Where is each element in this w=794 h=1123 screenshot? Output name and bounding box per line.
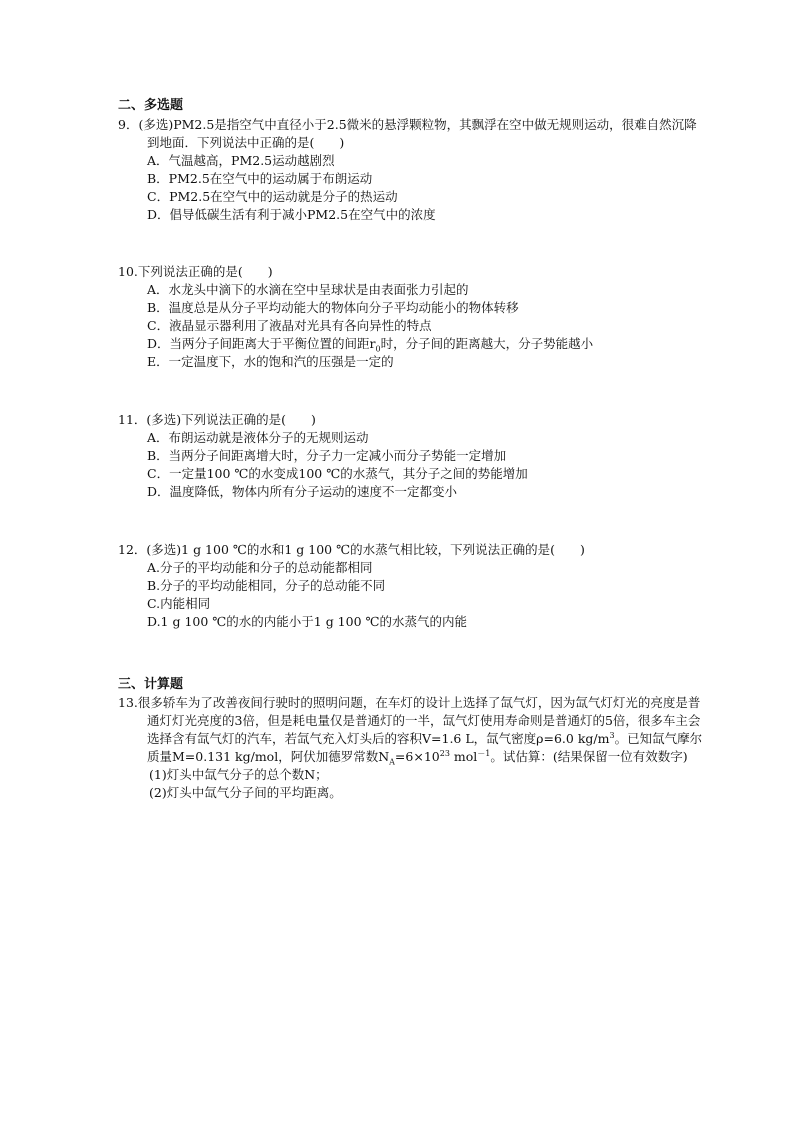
option-b: B．当两分子间距离增大时，分子力一定减小而分子势能一定增加 <box>147 448 507 463</box>
option-c: C．液晶显示器利用了液晶对光具有各向异性的特点 <box>147 318 432 333</box>
question-11 <box>118 411 703 501</box>
option-c: C．一定量100 ℃的水变成100 ℃的水蒸气，其分子之间的势能增加 <box>147 466 528 481</box>
question-stem: 11．(多选)下列说法正确的是( ) <box>118 412 316 427</box>
section-title-multiple-choice: 二、多选题 <box>118 98 184 113</box>
option-d: D．温度降低，物体内所有分子运动的速度不一定都变小 <box>147 484 458 499</box>
section-title-calculation: 三、计算题 <box>118 677 184 692</box>
option-d: D．倡导低碳生活有利于减小PM2.5在空气中的浓度 <box>147 207 436 222</box>
question-13 <box>118 694 703 802</box>
question-stem: 13.很多轿车为了改善夜间行驶时的照明问题，在车灯的设计上选择了氙气灯，因为氙气灯灯光的亮度是普通灯灯光亮度的3倍，但是耗电量仅是普通灯的一半，氙气灯使用寿命则是普通灯的5倍，很多车主会选择含有氙气灯的汽车，若氙气充入灯头后的容积V=1.6 L，氙气密度ρ=6.0 $kg/m^3$。已知氙气摩尔质量M=0.131 kg/mol，阿伏加德罗常数$N_A=6\times 10^{23}$ mol$^{-1}$。试估算：(结果保留一位有效数字) <box>118 695 703 767</box>
option-c: C．PM2.5在空气中的运动就是分子的热运动 <box>147 189 398 204</box>
option-a: A．气温越高，PM2.5运动越剧烈 <box>147 153 335 168</box>
option-a: A.分子的平均动能和分子的总动能都相同 <box>147 560 373 575</box>
sub-question-1: (1)灯头中氙气分子的总个数N； <box>149 767 328 782</box>
option-d: D.1 g 100 ℃的水的内能小于1 g 100 ℃的水蒸气的内能 <box>147 614 467 629</box>
question-9 <box>118 116 703 224</box>
sub-question-2: (2)灯头中氙气分子间的平均距离。 <box>149 785 342 800</box>
option-b: B．PM2.5在空气中的运动属于布朗运动 <box>147 171 373 186</box>
option-e: E．一定温度下，水的饱和汽的压强是一定的 <box>147 354 394 369</box>
option-c: C.内能相同 <box>147 596 211 611</box>
option-a: A．水龙头中滴下的水滴在空中呈球状是由表面张力引起的 <box>147 282 469 297</box>
question-stem: 9．(多选)PM2.5是指空气中直径小于2.5微米的悬浮颗粒物，其飘浮在空中做无规则运动，很难自然沉降到地面．下列说法中正确的是( ) <box>118 117 697 150</box>
question-stem: 12．(多选)1 g 100 ℃的水和1 g 100 ℃的水蒸气相比较，下列说法正确的是( ) <box>118 542 585 557</box>
question-12 <box>118 541 703 631</box>
option-d: D．当两分子间距离大于平衡位置的间距$r_0$时，分子间的距离越大，分子势能越小 <box>147 336 594 354</box>
question-stem: 10.下列说法正确的是( ) <box>118 264 273 279</box>
option-a: A．布朗运动就是液体分子的无规则运动 <box>147 430 369 445</box>
option-b: B．温度总是从分子平均动能大的物体向分子平均动能小的物体转移 <box>147 300 519 315</box>
option-b: B.分子的平均动能相同，分子的总动能不同 <box>147 578 386 593</box>
question-10 <box>118 263 703 371</box>
